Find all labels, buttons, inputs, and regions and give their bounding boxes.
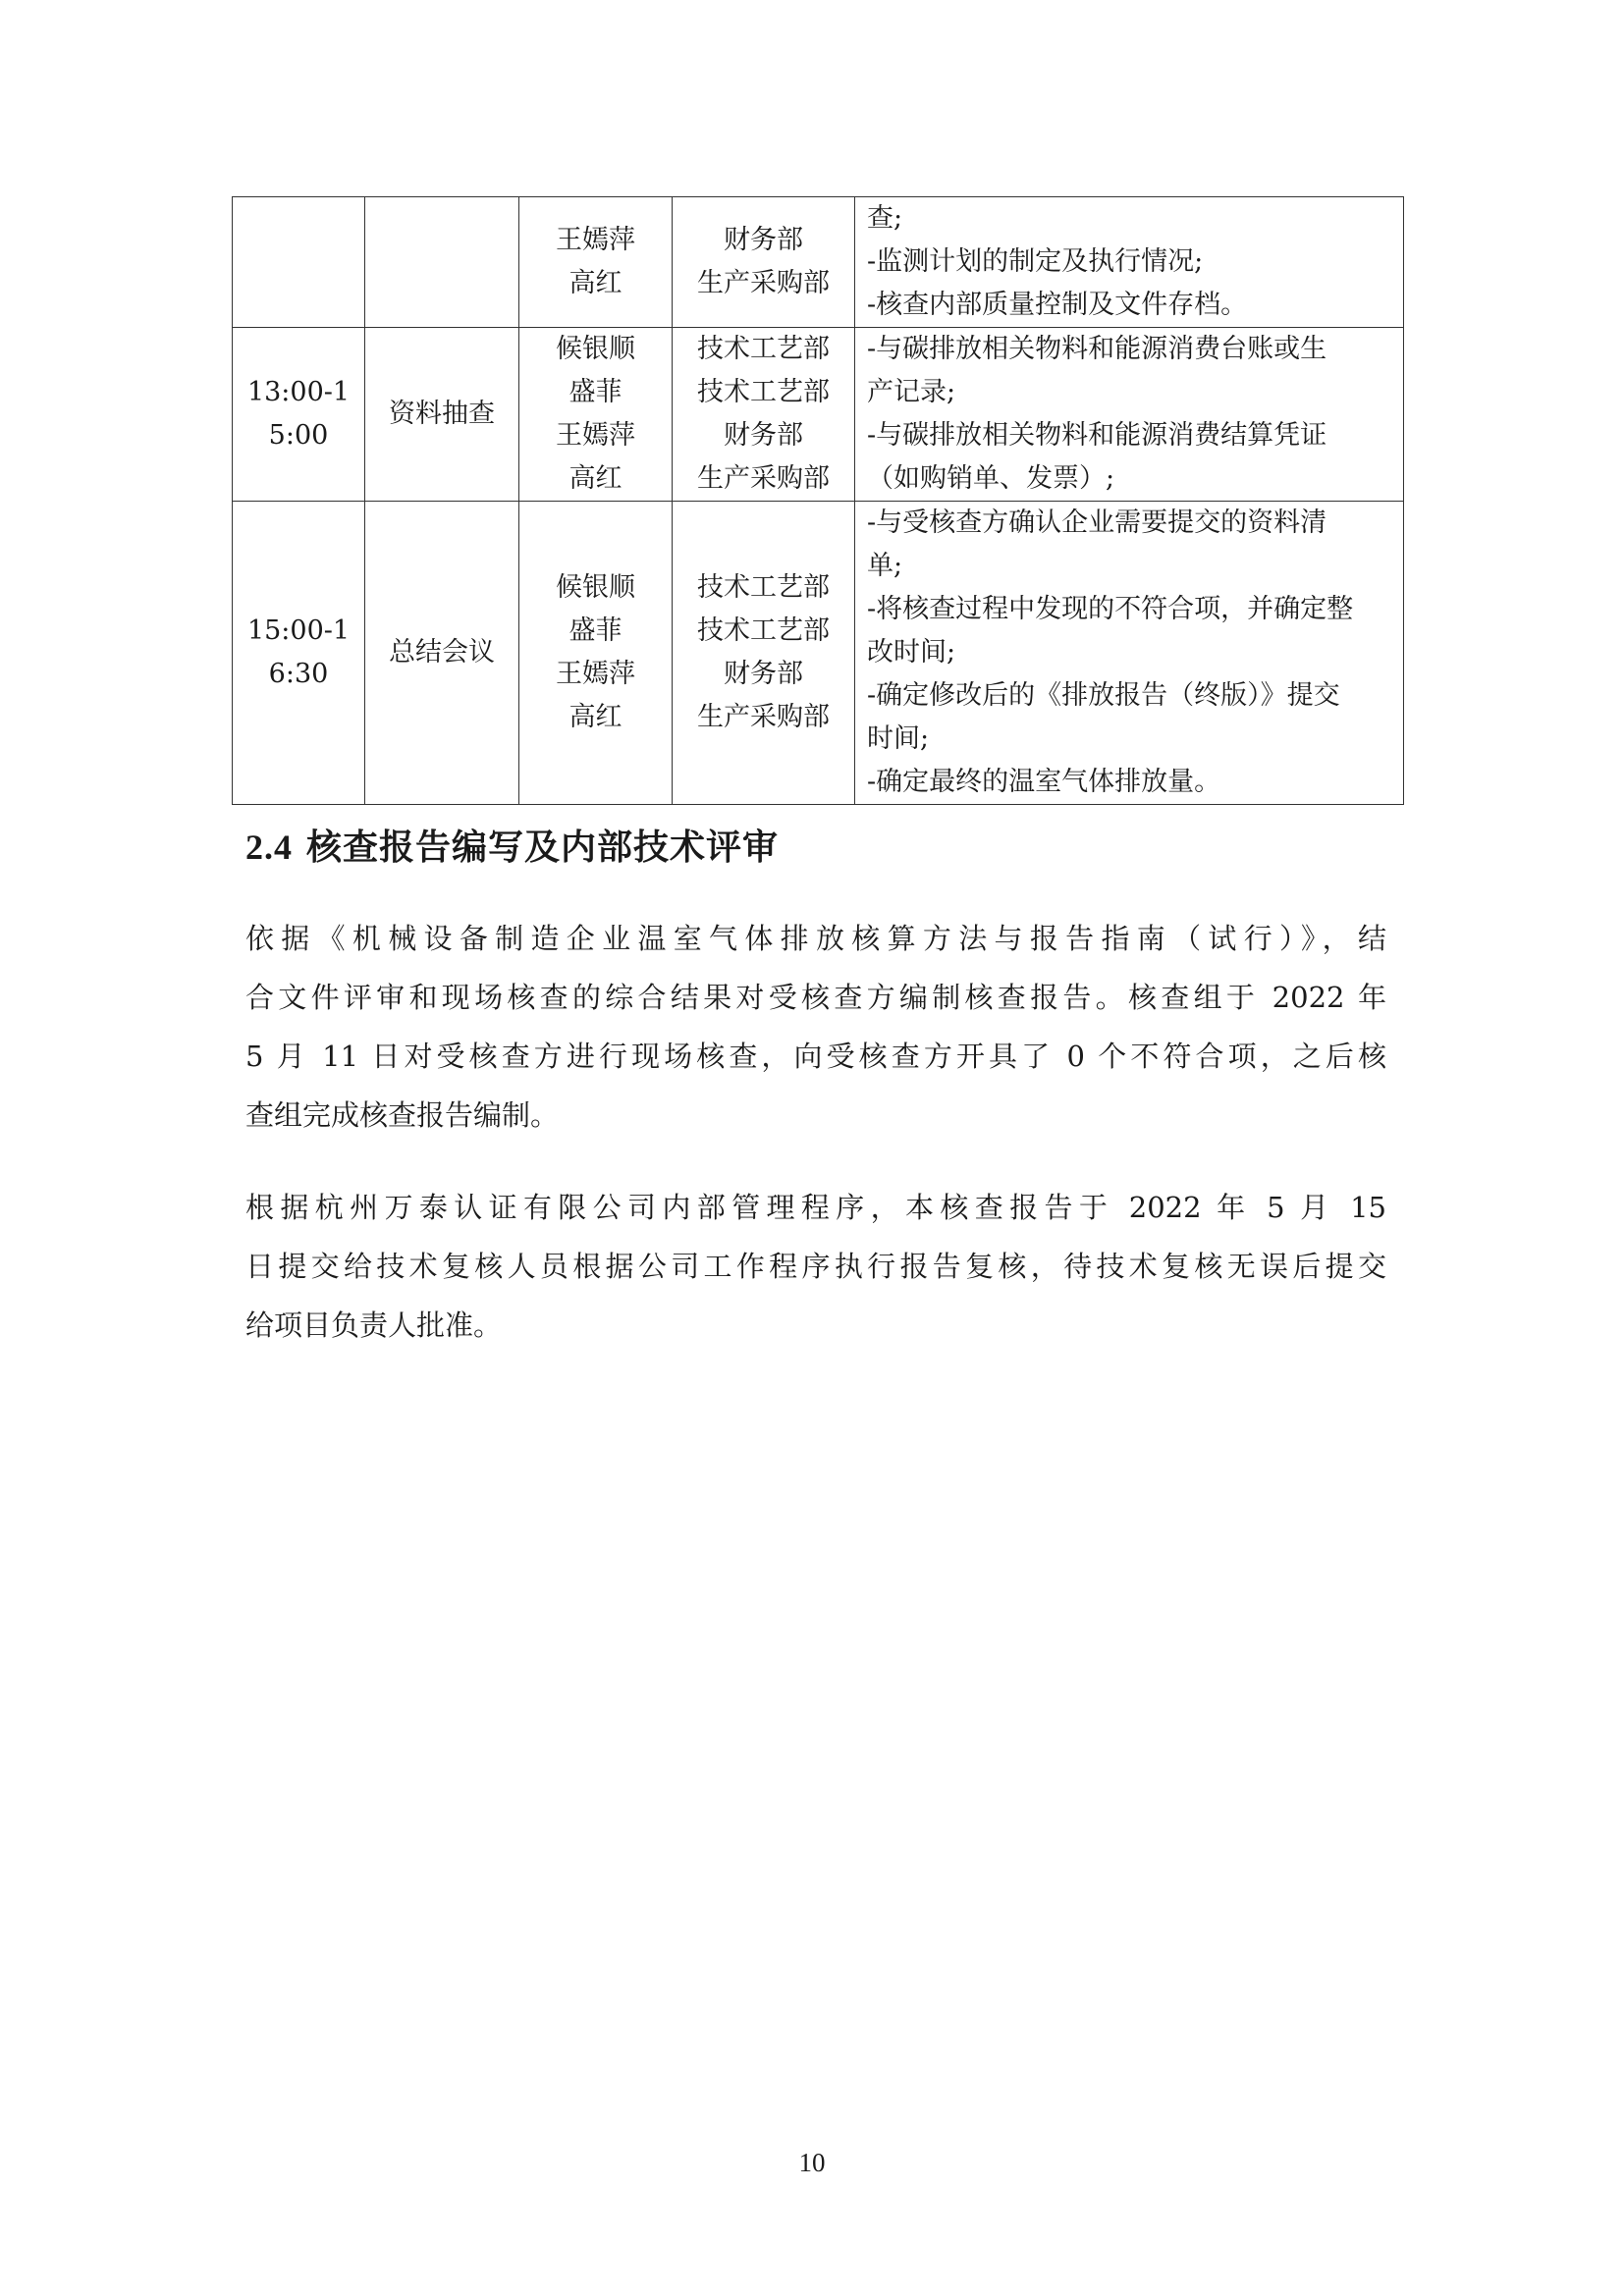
section-heading	[245, 820, 779, 870]
department-name: 技术工艺部	[697, 615, 830, 646]
paragraph-line: 依据《机械设备制造企业温室气体排放核算方法与报告指南（试行）》，结	[245, 922, 1386, 955]
paragraph-line: 查组完成核查报告编制。	[245, 1098, 560, 1132]
schedule-table-body	[233, 197, 1404, 805]
work-line: 时间;	[867, 723, 930, 754]
activity-cell	[365, 328, 519, 502]
work-line: -确定修改后的《排放报告（终版）》提交	[867, 680, 1340, 711]
work-content-cell	[855, 197, 1404, 328]
work-line: -与受核查方确认企业需要提交的资料清	[867, 507, 1327, 538]
work-line: -核查内部质量控制及文件存档。	[867, 290, 1248, 320]
people-cell	[519, 328, 673, 502]
paragraph-line: 根据杭州万泰认证有限公司内部管理程序，本核查报告于 2022 年 5 月 15	[245, 1191, 1386, 1224]
department-cell	[673, 502, 855, 805]
department-name: 财务部	[724, 659, 803, 689]
person-name: 王嫣萍	[556, 420, 635, 451]
page-number: 10	[798, 2148, 826, 2177]
table-row	[233, 328, 1404, 502]
activity-text: 总结会议	[389, 637, 495, 667]
work-line: -与碳排放相关物料和能源消费结算凭证	[867, 420, 1327, 451]
department-name: 财务部	[724, 420, 803, 451]
paragraph-line: 5 月 11 日对受核查方进行现场核查，向受核查方开具了 0 个不符合项，之后核	[245, 1040, 1386, 1073]
paragraph-line: 合文件评审和现场核查的综合结果对受核查方编制核查报告。核查组于 2022 年	[245, 981, 1386, 1014]
person-name: 王嫣萍	[556, 659, 635, 689]
paragraph-line: 给项目负责人批准。	[245, 1308, 503, 1342]
work-content-cell	[855, 502, 1404, 805]
time-cell	[233, 197, 365, 328]
people-cell	[519, 502, 673, 805]
person-name: 高红	[568, 268, 623, 298]
person-name: 盛菲	[568, 615, 623, 646]
work-line: 单;	[867, 551, 903, 581]
department-cell	[673, 197, 855, 328]
person-name: 高红	[568, 702, 623, 732]
department-cell	[673, 328, 855, 502]
person-name: 高红	[568, 463, 623, 494]
department-name: 生产采购部	[697, 702, 830, 732]
time-text: 13:00-1	[246, 377, 351, 407]
paragraph-line: 日提交给技术复核人员根据公司工作程序执行报告复核，待技术复核无误后提交	[245, 1250, 1386, 1283]
work-line: -监测计划的制定及执行情况;	[867, 246, 1204, 277]
work-line: 产记录;	[867, 377, 956, 407]
work-line: -与碳排放相关物料和能源消费台账或生	[867, 334, 1327, 364]
work-line: 查;	[867, 203, 903, 234]
work-line: -将核查过程中发现的不符合项，并确定整	[867, 594, 1354, 624]
person-name: 盛菲	[568, 377, 623, 407]
activity-cell	[365, 502, 519, 805]
paragraph-1	[245, 909, 1386, 1145]
section-number: 2.4	[245, 828, 293, 867]
table-row	[233, 197, 1404, 328]
activity-cell	[365, 197, 519, 328]
people-cell	[519, 197, 673, 328]
work-line: 改时间;	[867, 637, 956, 667]
activity-text: 资料抽查	[389, 399, 495, 429]
department-name: 技术工艺部	[697, 572, 830, 603]
department-name: 财务部	[724, 225, 803, 255]
time-text: 6:30	[268, 659, 329, 689]
department-name: 生产采购部	[697, 463, 830, 494]
department-name: 技术工艺部	[697, 377, 830, 407]
person-name: 王嫣萍	[556, 225, 635, 255]
department-name: 生产采购部	[697, 268, 830, 298]
paragraph-2	[245, 1178, 1386, 1355]
time-cell	[233, 328, 365, 502]
work-content-cell	[855, 328, 1404, 502]
section-title: 核查报告编写及内部技术评审	[306, 828, 780, 868]
work-line: -确定最终的温室气体排放量。	[867, 767, 1221, 797]
time-cell	[233, 502, 365, 805]
table-row	[233, 502, 1404, 805]
person-name: 候银顺	[556, 334, 635, 364]
work-line: （如购销单、发票）;	[867, 463, 1115, 494]
time-text: 15:00-1	[246, 615, 351, 646]
department-name: 技术工艺部	[697, 334, 830, 364]
schedule-table	[232, 196, 1404, 805]
time-text: 5:00	[268, 420, 329, 451]
person-name: 候银顺	[556, 572, 635, 603]
